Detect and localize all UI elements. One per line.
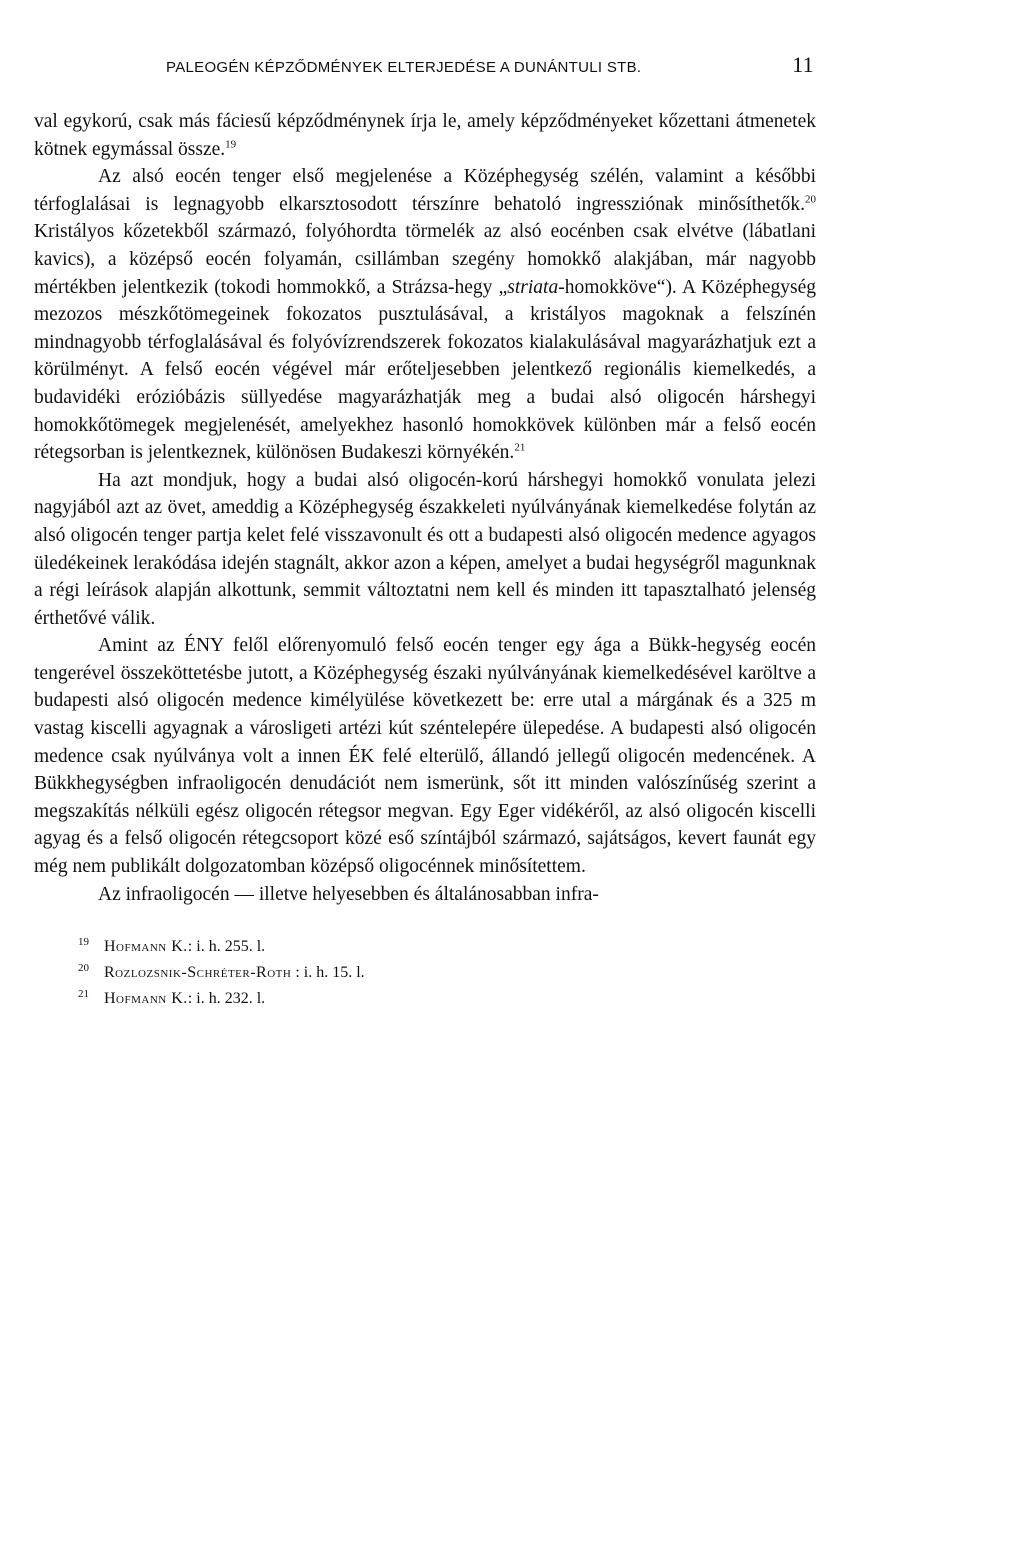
paragraph-2	[34, 163, 816, 467]
paragraph-4: Amint az ÉNY felől előrenyomuló felső eocén tenger egy ága a Bükk-hegység eocén tengerével összeköttetésbe jutott, a Középhegység északi nyúlványának kiemelkedésével karöltve a budapesti alsó oligocén medence kimélyülése következett be: erre utal a márgának és a 325 m vastag kiscelli agyagnak a városligeti artézi kút széntelepére ülepedése. A budapesti alsó oligocén medence csak nyúlványa volt a innen ÉK felé elterülő, állandó jellegű oligocén medencének. A Bükkhegységben infraoligocén denudációt nem ismerünk, sőt itt minden valószínűség szerint a megszakítás nélküli egész oligocén rétegsor megvan. Egy Eger vidékéről, az alsó oligocén kiscelli agyag és a felső oligocén rétegcsoport közé eső színtájból származó, sajátságos, kevert faunát egy még nem publikált dolgozatomban középső oligocénnek minősítettem.	[34, 635, 816, 878]
running-header	[166, 52, 816, 78]
footnote-ref-20: 20	[805, 193, 816, 206]
paragraph-5: Az infraoligocén — illetve helyesebben és általánosabban infra-	[98, 883, 599, 905]
footnote-text: : i. h. 255. l.	[187, 938, 266, 956]
paragraph-2-text-a: Az alsó eocén tenger első megjelenése a Középhegység szélén, valamint a későbbi térfoglalásai is legnagyobb elkarsztosodott térszínre behatoló ingressziónak minősíthetők.	[34, 166, 816, 215]
footnote-21: 21 Hofmann K.: i. h. 232. l.	[78, 987, 266, 1008]
footnote-ref-21: 21	[514, 441, 526, 454]
footnote-author: Hofmann K.	[104, 938, 188, 956]
footnote-text: : i. h. 232. l.	[187, 990, 266, 1008]
page-number: 11	[792, 52, 814, 77]
document-page	[34, 52, 816, 1012]
footnote-author: Rozlozsnik-Schréter-Roth	[104, 964, 292, 982]
footnotes	[78, 934, 816, 1012]
paragraph-1-text: val egykorú, csak más fáciesű képződménynek írja le, amely képződményeket kőzettani átmenetek kötnek egymással össze.	[34, 111, 816, 160]
paragraph-2-text-b: Kristályos kőzetekből származó, folyóhordta törmelék az alsó eocénben csak elvétve (lábatlani kavics), a középső eocén folyamán, csillámban szegény homokkő alakjában, már nagyobb mértékben jelentkezik (tokodi hommokkő, a Strázsa-hegy „	[34, 221, 816, 298]
italic-striata: striata	[507, 276, 559, 298]
footnote-author: Hofmann K.	[104, 990, 188, 1008]
paragraph-3: Ha azt mondjuk, hogy a budai alsó oligocén-korú hárshegyi homokkő vonulata jelezi nagyjából azt az övet, ameddig a Középhegység északkeleti nyúlványának kiemelkedése folytán az alsó oligocén tenger partja kelet felé visszavonult és ott a budapesti alsó oligocén medence agyagos üledékeinek lerakódása idején stagnált, akkor azon a képen, amelyet a budai hegységről magunknak a régi leírások alapján alkottunk, semmit változtatni nem kell és minden itt tapasztalható jelenség érthetővé válik.	[34, 469, 816, 629]
footnote-19: 19 Hofmann K.: i. h. 255. l.	[78, 935, 266, 956]
paragraph-1	[34, 108, 816, 163]
footnote-text: : i. h. 15. l.	[291, 964, 365, 982]
body-text	[34, 108, 816, 908]
paragraph-2-text-c: -homokköve“). A Középhegység mezozos mészkőtömegeinek fokozatos pusztulásával, a kristályos magoknak a felszínén mindnagyobb térfoglalásával és folyóvízrendszerek fokozatos kialakulásával magyarázhatjuk ezt a körülményt. A felső eocén végével már erőteljesebben jelentkező regionális kiemelkedés, a budavidéki erózióbázis süllyedése magyarázhatják meg a budai alsó oligocén hárshegyi homokkőtömegek megjelenését, amelyekhez hasonló homokkövek különben már a felső eocén rétegsorban is jelentkeznek, különösen Budakeszi környékén.	[34, 276, 816, 464]
footnote-20: 20 Rozlozsnik-Schréter-Roth : i. h. 15. l.	[78, 961, 365, 982]
running-title: PALEOGÉN KÉPZŐDMÉNYEK ELTERJEDÉSE A DUNÁNTULI STB.	[166, 59, 642, 76]
footnote-ref-19: 19	[225, 138, 237, 151]
